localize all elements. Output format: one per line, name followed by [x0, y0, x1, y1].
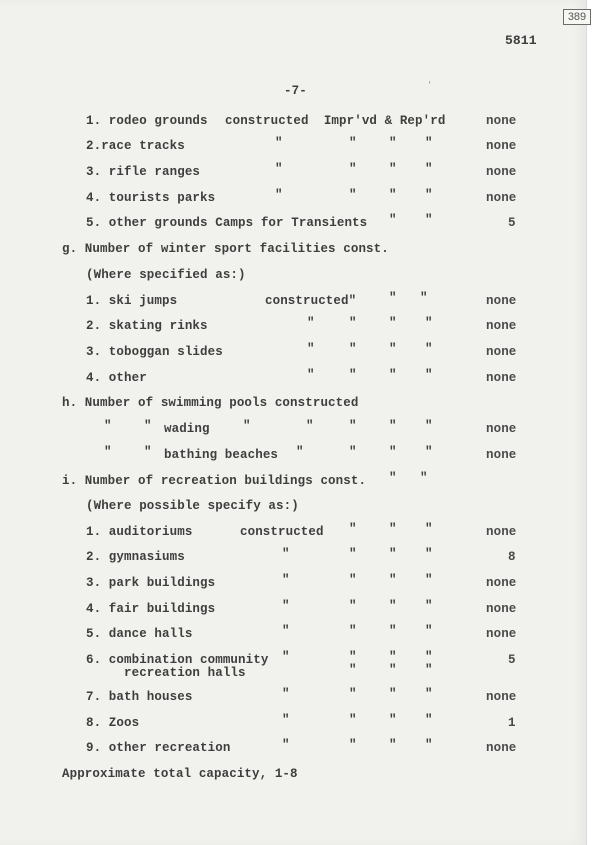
ditto-mark: " [389, 713, 397, 727]
ditto-mark: " [349, 445, 357, 459]
item-label: 3. park buildings [86, 576, 216, 590]
item-label: 3. rifle ranges [86, 165, 201, 179]
ditto-mark: " [425, 713, 433, 727]
ditto-mark: " [389, 368, 397, 382]
ditto-mark: " [425, 687, 433, 701]
ditto-mark: " [282, 547, 290, 561]
ditto-mark: " [349, 624, 357, 638]
item-value: 5 [508, 653, 516, 667]
ditto-mark: " [389, 547, 397, 561]
section-subheading: (Where specified as:) [86, 268, 246, 282]
item-value: none [486, 627, 517, 641]
ditto-mark: " [349, 342, 357, 356]
ditto-mark: " [275, 162, 283, 176]
ditto-mark: " [104, 419, 112, 433]
ditto-mark: " [389, 522, 397, 536]
archive-page-stamp: 389 [563, 9, 591, 25]
ditto-mark: " [349, 650, 357, 664]
item-value: none [486, 448, 517, 462]
ditto-mark: " [104, 445, 112, 459]
item-label: 4. tourists parks [86, 191, 216, 205]
ditto-mark: " [144, 419, 152, 433]
ditto-mark: " [425, 599, 433, 613]
ditto-mark: " [389, 342, 397, 356]
item-label: 6. combination community [86, 653, 269, 667]
item-label: recreation halls [124, 666, 246, 680]
ditto-mark: " [389, 573, 397, 587]
ditto-mark: " [425, 188, 433, 202]
ditto-mark: " [307, 368, 315, 382]
ditto-mark: " [425, 419, 433, 433]
item-label: 4. fair buildings [86, 602, 216, 616]
ditto-mark: " [282, 713, 290, 727]
ditto-mark: " [349, 573, 357, 587]
item-label: 8. Zoos [86, 716, 140, 730]
column-header-text: constructed Impr'vd & Rep'rd [225, 114, 446, 128]
ditto-mark: " [425, 624, 433, 638]
ditto-mark: " [389, 419, 397, 433]
item-value: 8 [508, 550, 516, 564]
item-value: 1 [508, 716, 516, 730]
item-value: none [486, 741, 517, 755]
section-subheading: (Where possible specify as:) [86, 499, 299, 513]
ditto-mark: " [349, 316, 357, 330]
item-label: 2.race tracks [86, 139, 185, 153]
ditto-mark: " [420, 471, 428, 485]
ditto-mark: " [389, 663, 397, 677]
document-code: 5811 [505, 33, 537, 48]
section-heading: g. Number of winter sport facilities const. [62, 242, 389, 256]
item-value: none [486, 576, 517, 590]
item-value: none [486, 165, 517, 179]
ditto-mark: " [425, 522, 433, 536]
ditto-mark: " [425, 368, 433, 382]
ditto-mark: " [389, 624, 397, 638]
ditto-mark: " [349, 599, 357, 613]
ditto-mark: " [275, 188, 283, 202]
ditto-mark: " [296, 445, 304, 459]
ditto-mark: " [420, 291, 428, 305]
ditto-mark: " [349, 368, 357, 382]
ditto-mark: " [389, 213, 397, 227]
ditto-mark: " [306, 419, 314, 433]
ditto-mark: " [349, 713, 357, 727]
ditto-mark: " [349, 663, 357, 677]
ditto-mark: " [307, 316, 315, 330]
ditto-mark: " [389, 445, 397, 459]
ditto-mark: " [389, 471, 397, 485]
item-label: wading [164, 422, 210, 436]
ditto-mark: " [282, 573, 290, 587]
ditto-mark: " [425, 663, 433, 677]
item-label: 5. other grounds Camps for Transients [86, 216, 368, 230]
total-capacity-line: Approximate total capacity, 1-8 [62, 767, 298, 781]
item-label: 1. auditoriums [86, 525, 193, 539]
item-value: 5 [508, 216, 516, 230]
item-value: none [486, 690, 517, 704]
ditto-mark: " [425, 136, 433, 150]
item-label: 1. rodeo grounds [86, 114, 208, 128]
ditto-mark: " [425, 445, 433, 459]
ditto-mark: " [425, 213, 433, 227]
item-label: 4. other [86, 371, 147, 385]
ditto-mark: " [389, 738, 397, 752]
ditto-mark: " [349, 419, 357, 433]
ditto-mark: " [307, 342, 315, 356]
item-value: none [486, 114, 517, 128]
pencil-tick-mark: ʿ [426, 81, 434, 95]
item-value: none [486, 525, 517, 539]
ditto-mark: " [425, 547, 433, 561]
ditto-mark: " [349, 547, 357, 561]
ditto-mark: " [425, 573, 433, 587]
item-value: none [486, 602, 517, 616]
page-marker: -7- [284, 84, 307, 98]
ditto-mark: " [144, 445, 152, 459]
ditto-mark: " [282, 599, 290, 613]
ditto-mark: " [349, 687, 357, 701]
ditto-mark: " [275, 136, 283, 150]
ditto-mark: " [349, 162, 357, 176]
item-label: 7. bath houses [86, 690, 193, 704]
column-header-text: constructed [240, 525, 324, 539]
ditto-mark: " [349, 136, 357, 150]
ditto-mark: " [282, 738, 290, 752]
ditto-mark: " [282, 687, 290, 701]
section-heading: i. Number of recreation buildings const. [62, 474, 367, 488]
ditto-mark: " [425, 342, 433, 356]
item-label: 2. skating rinks [86, 319, 208, 333]
item-value: none [486, 371, 517, 385]
ditto-mark: " [425, 650, 433, 664]
ditto-mark: " [389, 687, 397, 701]
item-value: none [486, 345, 517, 359]
ditto-mark: " [425, 316, 433, 330]
item-value: none [486, 422, 517, 436]
ditto-mark: " [282, 624, 290, 638]
item-label: 5. dance halls [86, 627, 193, 641]
ditto-mark: " [282, 650, 290, 664]
ditto-mark: " [389, 162, 397, 176]
ditto-mark: " [349, 522, 357, 536]
item-label: 9. other recreation [86, 741, 231, 755]
item-value: none [486, 319, 517, 333]
item-label: 1. ski jumps [86, 294, 178, 308]
ditto-mark: " [389, 136, 397, 150]
item-label: 2. gymnasiums [86, 550, 185, 564]
ditto-mark: " [389, 650, 397, 664]
ditto-mark: " [425, 738, 433, 752]
ditto-mark: " [349, 738, 357, 752]
item-label: 3. toboggan slides [86, 345, 223, 359]
item-value: none [486, 191, 517, 205]
column-header-text: constructed" [265, 294, 357, 308]
ditto-mark: " [425, 162, 433, 176]
ditto-mark: " [389, 599, 397, 613]
item-label: bathing beaches [164, 448, 279, 462]
ditto-mark: " [389, 316, 397, 330]
item-value: none [486, 139, 517, 153]
ditto-mark: " [389, 291, 397, 305]
ditto-mark: " [243, 419, 251, 433]
section-heading: h. Number of swimming pools constructed [62, 396, 359, 410]
ditto-mark: " [389, 188, 397, 202]
item-value: none [486, 294, 517, 308]
ditto-mark: " [349, 188, 357, 202]
